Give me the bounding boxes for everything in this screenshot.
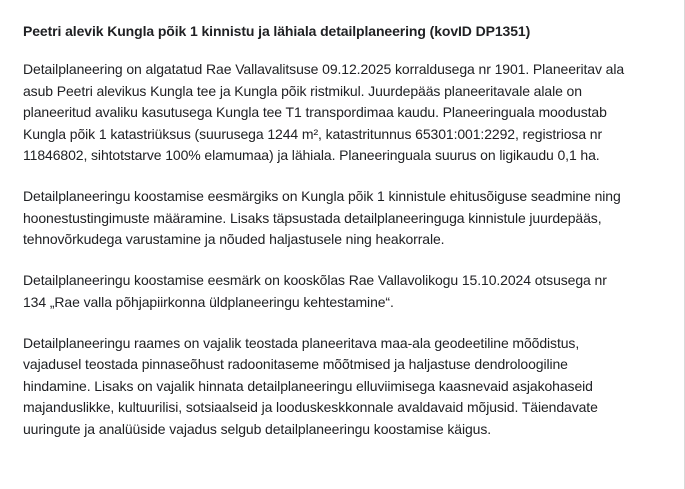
paragraph-line: Detailplaneering on algatatud Rae Vallavalitsuse 09.12.2025 korraldusega nr 1901. Planeeritav ala — [23, 61, 625, 77]
paragraph-line: Kungla põik 1 katastriüksus (suurusega 1244 m², katastritunnus 65301:001:2292, registriosa nr — [23, 125, 603, 142]
paragraph-purpose — [23, 186, 653, 251]
paragraph-line: asub Peetri alevikus Kungla tee ja Kungla põik ristmikul. Juurdepääs planeeritavale alale on — [23, 82, 582, 99]
paragraph-line: Detailplaneeringu koostamise eesmärk on kooskõlas Rae Vallavolikogu 15.10.2024 otsusega nr — [23, 272, 607, 288]
paragraph-line: 134 „Rae valla põhjapiirkonna üldplaneeringu kehtestamine“. — [23, 293, 394, 310]
paragraph-line: hoonestustingimuste määramine. Lisaks täpsustada detailplaneeringuga kinnistule juurdepääs, — [23, 209, 602, 226]
paragraph-line: hindamine. Lisaks on vajalik hinnata detailplaneeringu elluviimisega kaasnevaid asjakohaseid — [23, 377, 593, 394]
document-body — [23, 20, 653, 460]
paragraph-initiation — [23, 59, 653, 167]
paragraph-line: Detailplaneeringu raames on vajalik teostada planeeritava maa-ala geodeetiline mõõdistus, — [23, 334, 580, 351]
paragraph-line: uuringute ja analüüside vajadus selgub detailplaneeringu koostamise käigus. — [23, 420, 492, 437]
paragraph-line: planeeritud avaliku kasutusega Kungla tee T1 transpordimaa kaudu. Planeeringuala moodustab — [23, 104, 607, 120]
paragraph-compliance — [23, 270, 653, 313]
paragraph-line: tehnovõrkudega varustamine ja nõuded haljastusele ning heakorrale. — [23, 231, 445, 247]
paragraph-line: majanduslikke, kultuurilisi, sotsiaalseid ja looduskeskkonnale avaldavaid mõjusid. Täiendavate — [23, 399, 598, 415]
paragraph-line: vajadusel teostada pinnaseõhust radoonitaseme mõõtmised ja haljastuse dendroloogiline — [23, 356, 568, 372]
paragraph-line: 11846802, sihtotstarve 100% elamumaa) ja lähiala. Planeeringuala suurus on ligikaudu 0,1 ha. — [23, 147, 600, 163]
document-title: Peetri alevik Kungla põik 1 kinnistu ja lähiala detailplaneering (kovID DP1351) — [23, 23, 531, 39]
paragraph-studies — [23, 333, 653, 441]
paragraph-line: Detailplaneeringu koostamise eesmärgiks on Kungla põik 1 kinnistule ehitusõiguse seadmine ning — [23, 188, 621, 204]
